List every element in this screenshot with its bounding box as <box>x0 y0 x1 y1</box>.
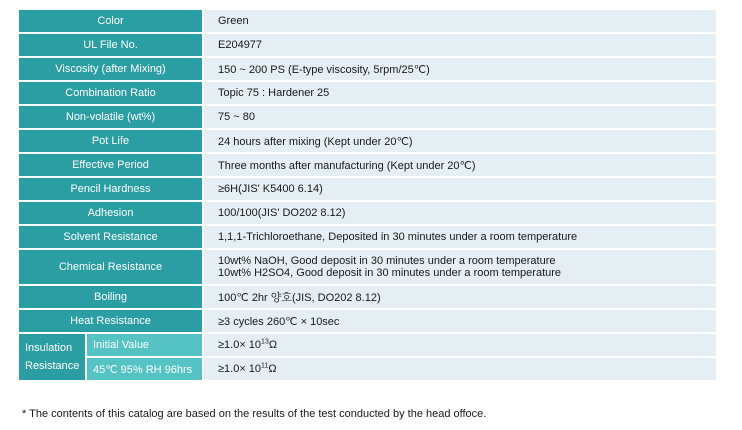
insulation-label-line: Resistance <box>25 360 80 372</box>
spec-table <box>19 10 716 382</box>
row-value: E204977 <box>204 34 716 58</box>
row-pencil-hardness <box>19 178 716 202</box>
row-label: Heat Resistance <box>19 310 204 334</box>
value-line: 10wt% H2SO4, Good deposit in 30 minutes under a room temperature <box>218 267 562 279</box>
insulation-label-line: Insulation <box>25 342 73 354</box>
value-exponent: 11 <box>261 362 269 370</box>
row-adhesion <box>19 202 716 226</box>
row-value: 1,1,1-Trichloroethane, Deposited in 30 minutes under a room temperature <box>204 226 716 250</box>
row-value: ≥6H(JIS' K5400 6.14) <box>204 178 716 202</box>
value-unit: Ω <box>268 339 278 351</box>
row-boiling <box>19 286 716 310</box>
initial-value-label: Initial Value <box>87 334 204 358</box>
row-value: 75 ~ 80 <box>204 106 716 130</box>
row-label: Viscosity (after Mixing) <box>19 58 204 82</box>
row-label: Adhesion <box>19 202 204 226</box>
value-line: 10wt% NaOH, Good deposit in 30 minutes under a room temperature <box>218 255 556 267</box>
value-base: ≥1.0× 10 <box>218 339 262 351</box>
humid-condition-label: 45℃ 95% RH 96hrs <box>87 358 204 382</box>
row-insulation-initial <box>19 334 716 358</box>
row-pot-life <box>19 130 716 154</box>
row-label: Boiling <box>19 286 204 310</box>
row-effective-period <box>19 154 716 178</box>
row-value: 100/100(JIS' DO202 8.12) <box>204 202 716 226</box>
row-insulation-humid <box>19 358 716 382</box>
row-label: Color <box>19 10 204 34</box>
row-label: Pencil Hardness <box>19 178 204 202</box>
row-value: 100℃ 2hr 양호(JIS, DO202 8.12) <box>204 286 716 310</box>
row-value: ≥3 cycles 260℃ × 10sec <box>204 310 716 334</box>
row-label: UL File No. <box>19 34 204 58</box>
insulation-resistance-label <box>19 334 87 382</box>
spec-table-container <box>19 10 716 382</box>
row-value: 150 ~ 200 PS (E-type viscosity, 5rpm/25℃) <box>204 58 716 82</box>
row-label: Effective Period <box>19 154 204 178</box>
row-heat-resistance <box>19 310 716 334</box>
row-label: Chemical Resistance <box>19 250 204 286</box>
row-chemical-resistance <box>19 250 716 286</box>
row-label: Combination Ratio <box>19 82 204 106</box>
row-value <box>204 250 716 286</box>
row-combination-ratio <box>19 82 716 106</box>
footnote: * The contents of this catalog are based on the results of the test conducted by the head offoce. <box>22 408 487 420</box>
row-viscosity <box>19 58 716 82</box>
row-value: Green <box>204 10 716 34</box>
initial-value <box>204 334 716 358</box>
row-label: Pot Life <box>19 130 204 154</box>
row-label: Non-volatile (wt%) <box>19 106 204 130</box>
row-value: 24 hours after mixing (Kept under 20℃) <box>204 130 716 154</box>
row-ul-file <box>19 34 716 58</box>
value-unit: Ω <box>268 363 277 375</box>
row-value: Three months after manufacturing (Kept under 20℃) <box>204 154 716 178</box>
value-base: ≥1.0× 10 <box>218 363 262 375</box>
row-color <box>19 10 716 34</box>
row-label: Solvent Resistance <box>19 226 204 250</box>
row-solvent-resistance <box>19 226 716 250</box>
value-exponent: 13 <box>261 338 269 346</box>
row-value: Topic 75 : Hardener 25 <box>204 82 716 106</box>
humid-value <box>204 358 716 382</box>
row-non-volatile <box>19 106 716 130</box>
